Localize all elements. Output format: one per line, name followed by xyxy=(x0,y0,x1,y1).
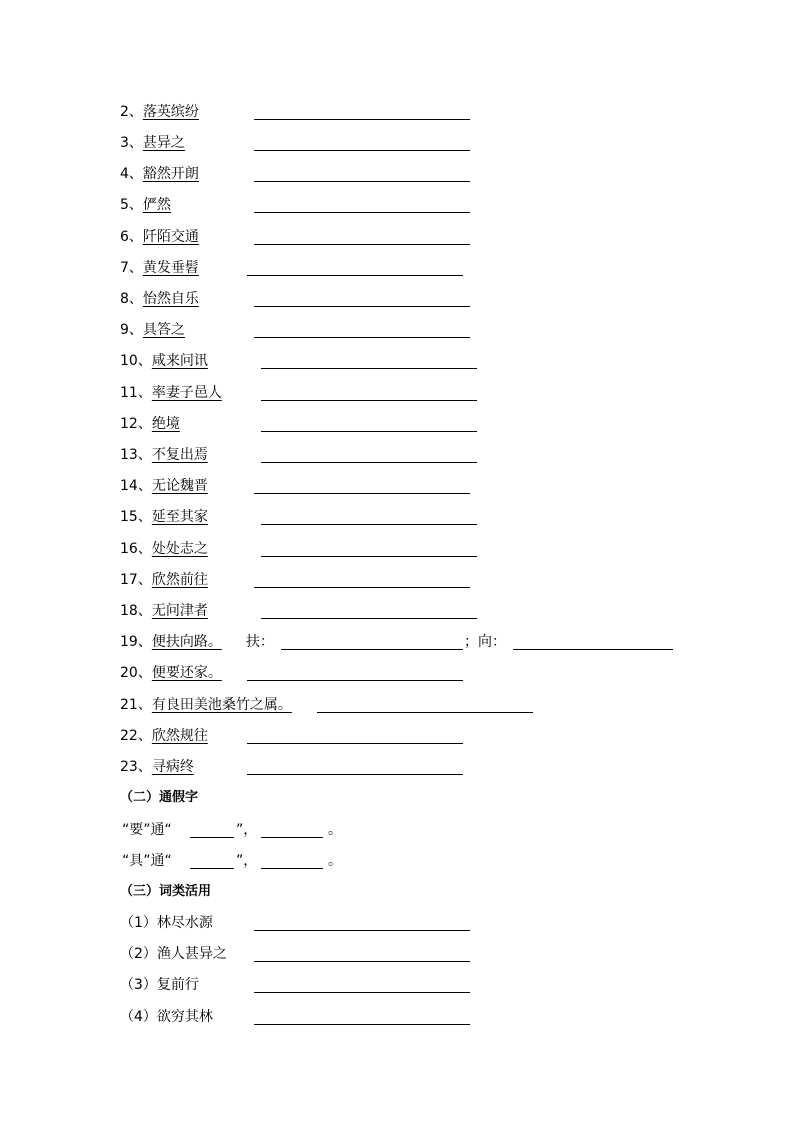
item-phrase: 林尽水源 xyxy=(156,915,213,931)
item-phrase: 黄发垂髫 xyxy=(142,260,199,276)
list-item xyxy=(120,974,720,996)
answer-blank[interactable] xyxy=(254,244,470,245)
prompt-text: 。 xyxy=(328,822,342,838)
answer-blank[interactable] xyxy=(254,992,470,993)
section-heading-text: （二）通假字 xyxy=(120,790,199,805)
item-phrase: 欣然规往 xyxy=(151,728,208,744)
list-item xyxy=(120,600,720,622)
list-item xyxy=(120,163,720,185)
prompt-text: ”， xyxy=(236,822,258,838)
answer-blank[interactable] xyxy=(261,837,323,838)
item-phrase: 绝境 xyxy=(151,416,180,432)
list-item xyxy=(120,538,720,560)
answer-blank[interactable] xyxy=(261,868,323,869)
item-number: 19、 xyxy=(120,634,152,650)
list-item xyxy=(120,756,720,778)
list-item xyxy=(120,694,720,716)
item-phrase: 不复出焉 xyxy=(151,447,208,463)
list-item xyxy=(120,194,720,216)
item-number: （3） xyxy=(120,977,157,993)
answer-blank[interactable] xyxy=(254,306,470,307)
answer-blank[interactable] xyxy=(261,431,477,432)
item-number: 4、 xyxy=(120,166,143,182)
answer-blank[interactable] xyxy=(317,712,533,713)
item-number: 11、 xyxy=(120,385,152,401)
list-item xyxy=(120,226,720,248)
item-number: 9、 xyxy=(120,322,143,338)
answer-blank[interactable] xyxy=(254,493,470,494)
item-number: 18、 xyxy=(120,603,152,619)
answer-blank[interactable] xyxy=(254,930,470,931)
section-heading xyxy=(120,881,720,903)
answer-blank[interactable] xyxy=(261,524,477,525)
answer-blank[interactable] xyxy=(254,212,470,213)
item-phrase: 怡然自乐 xyxy=(142,291,199,307)
item-phrase: 咸来问讯 xyxy=(151,353,208,369)
answer-blank[interactable] xyxy=(261,618,477,619)
item-phrase: 无问津者 xyxy=(151,603,208,619)
list-item xyxy=(120,943,720,965)
list-item xyxy=(120,132,720,154)
answer-blank[interactable] xyxy=(261,400,477,401)
item-number: （2） xyxy=(120,946,157,962)
item-number: 20、 xyxy=(120,665,152,681)
answer-blank[interactable] xyxy=(281,649,463,650)
item-phrase: 阡陌交通 xyxy=(142,229,199,245)
list-item xyxy=(120,850,720,872)
item-number: 15、 xyxy=(120,509,152,525)
item-number: 2、 xyxy=(120,104,143,120)
list-item xyxy=(120,662,720,684)
answer-blank[interactable] xyxy=(254,587,470,588)
item-number: 6、 xyxy=(120,229,143,245)
item-phrase: 率妻子邑人 xyxy=(151,385,222,401)
answer-blank[interactable] xyxy=(261,368,477,369)
section-heading-text: （三）词类活用 xyxy=(120,884,212,899)
item-number: 12、 xyxy=(120,416,152,432)
answer-blank[interactable] xyxy=(261,556,477,557)
list-item xyxy=(120,725,720,747)
list-item xyxy=(120,382,720,404)
item-phrase: 复前行 xyxy=(156,977,199,993)
item-phrase: 欲穷其林 xyxy=(156,1009,213,1025)
item-number: 14、 xyxy=(120,478,152,494)
answer-blank[interactable] xyxy=(513,649,673,650)
prompt-text: “要”通“ xyxy=(122,822,172,838)
answer-blank[interactable] xyxy=(254,961,470,962)
list-item xyxy=(120,257,720,279)
answer-blank[interactable] xyxy=(247,774,463,775)
list-item xyxy=(120,288,720,310)
answer-blank[interactable] xyxy=(254,181,470,182)
item-number: 16、 xyxy=(120,541,152,557)
prompt-text: ”， xyxy=(236,853,258,869)
item-phrase: 延至其家 xyxy=(151,509,208,525)
answer-blank[interactable] xyxy=(190,837,234,838)
item-phrase: 无论魏晋 xyxy=(151,478,208,494)
answer-label: 扶： xyxy=(246,634,274,650)
prompt-text: 。 xyxy=(328,853,342,869)
item-number: 5、 xyxy=(120,197,143,213)
list-item xyxy=(120,819,720,841)
list-item xyxy=(120,101,720,123)
answer-blank[interactable] xyxy=(247,275,463,276)
item-phrase: 寻病终 xyxy=(151,759,194,775)
answer-blank[interactable] xyxy=(261,462,477,463)
list-item xyxy=(120,631,720,653)
answer-blank[interactable] xyxy=(254,150,470,151)
item-phrase: 欣然前往 xyxy=(151,572,208,588)
item-number: 23、 xyxy=(120,759,152,775)
item-phrase: 落英缤纷 xyxy=(142,104,199,120)
item-number: 7、 xyxy=(120,260,143,276)
item-number: 22、 xyxy=(120,728,152,744)
list-item xyxy=(120,444,720,466)
answer-label: ；向： xyxy=(464,634,506,650)
item-phrase: 有良田美池桑竹之属。 xyxy=(151,697,292,713)
item-number: 17、 xyxy=(120,572,152,588)
prompt-text: “具”通“ xyxy=(122,853,172,869)
answer-blank[interactable] xyxy=(190,868,234,869)
list-item xyxy=(120,319,720,341)
item-number: 13、 xyxy=(120,447,152,463)
item-phrase: 便扶向路。 xyxy=(151,634,222,650)
list-item xyxy=(120,912,720,934)
section-heading xyxy=(120,787,720,809)
item-phrase: 豁然开朗 xyxy=(142,166,199,182)
item-phrase: 处处志之 xyxy=(151,541,208,557)
item-number: （4） xyxy=(120,1009,157,1025)
item-number: 8、 xyxy=(120,291,143,307)
list-item xyxy=(120,413,720,435)
list-item xyxy=(120,506,720,528)
list-item xyxy=(120,1006,720,1028)
answer-blank[interactable] xyxy=(254,119,470,120)
item-number: 21、 xyxy=(120,697,152,713)
item-number: （1） xyxy=(120,915,157,931)
list-item xyxy=(120,350,720,372)
item-number: 10、 xyxy=(120,353,152,369)
answer-blank[interactable] xyxy=(254,337,470,338)
answer-blank[interactable] xyxy=(247,680,463,681)
item-number: 3、 xyxy=(120,135,143,151)
answer-blank[interactable] xyxy=(254,1024,470,1025)
answer-blank[interactable] xyxy=(247,743,463,744)
list-item xyxy=(120,569,720,591)
item-phrase: 甚异之 xyxy=(142,135,185,151)
item-phrase: 俨然 xyxy=(142,197,171,213)
item-phrase: 渔人甚异之 xyxy=(156,946,227,962)
item-phrase: 具答之 xyxy=(142,322,185,338)
list-item xyxy=(120,475,720,497)
item-phrase: 便要还家。 xyxy=(151,665,222,681)
